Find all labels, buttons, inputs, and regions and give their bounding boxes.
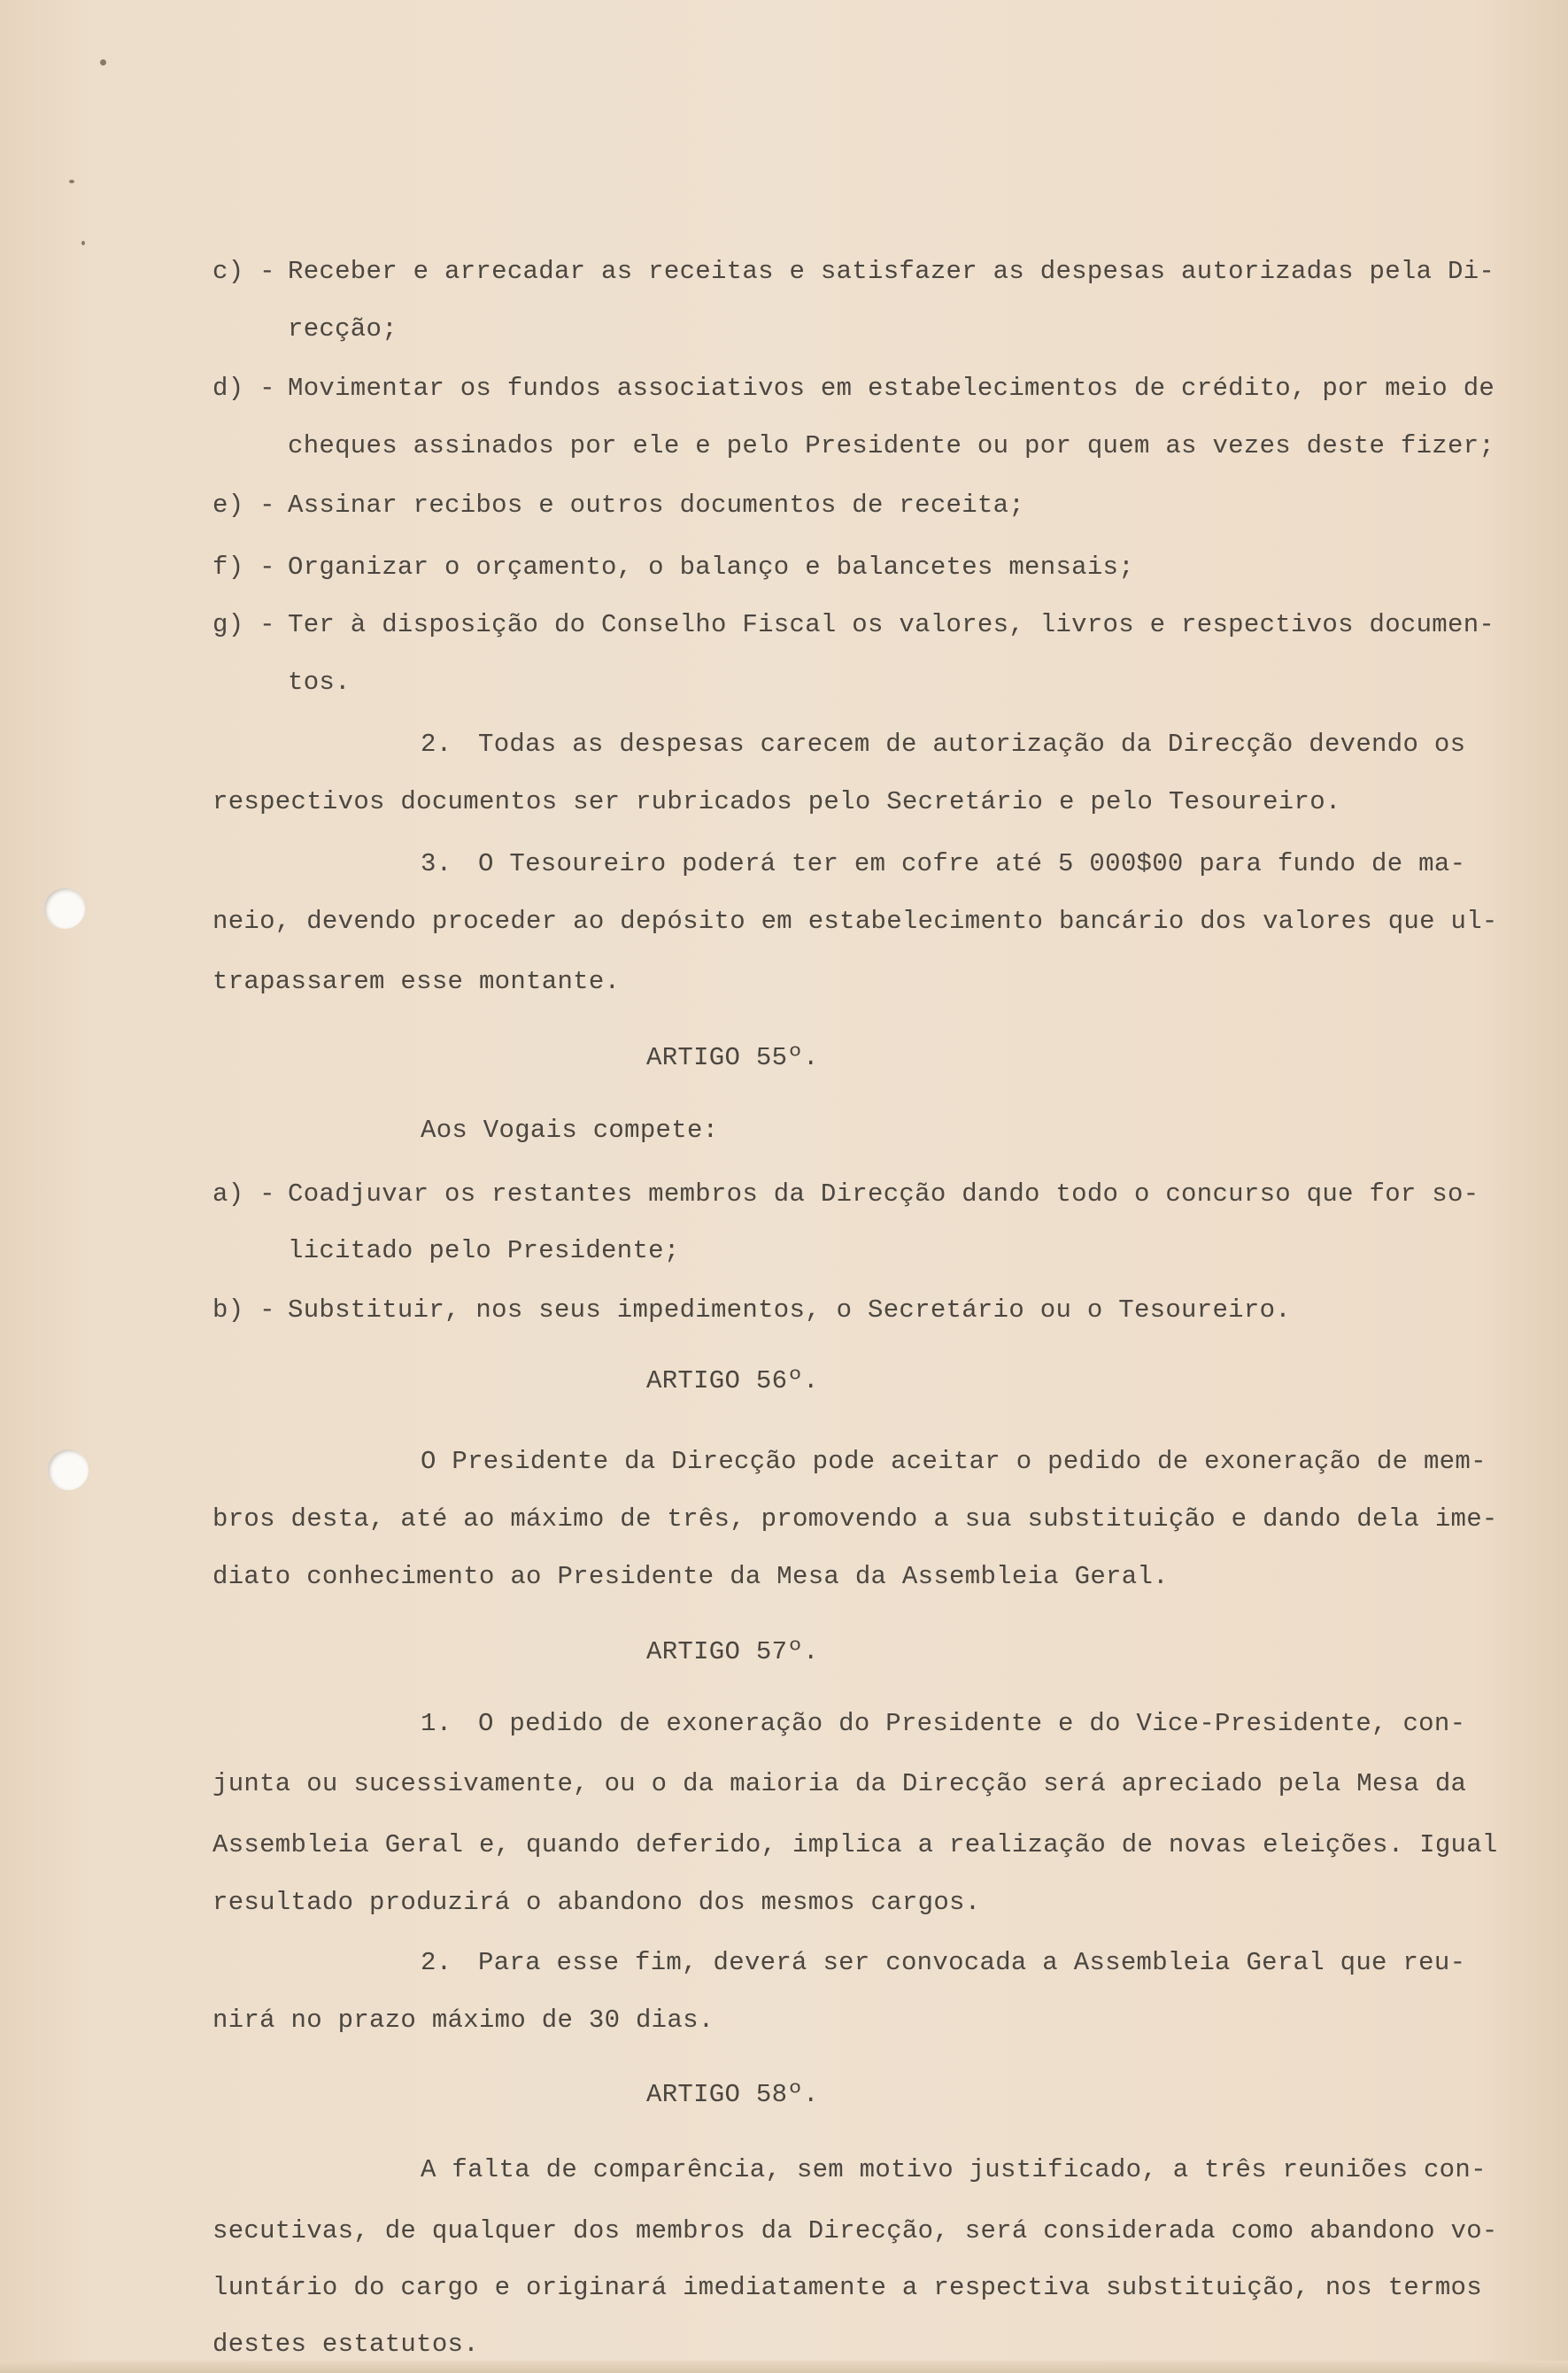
paragraph-continuation: secutivas, de qualquer dos membros da Direcção, será considerada como abandono vo-: [212, 2216, 1498, 2245]
item-text: Movimentar os fundos associativos em estabelecimentos de crédito, por meio de: [288, 374, 1495, 403]
paragraph-text: O Tesoureiro poderá ter em cofre até 5 000$00 para fundo de ma-: [478, 849, 1466, 878]
paragraph-text: Para esse fim, deverá ser convocada a Assembleia Geral que reu-: [478, 1948, 1466, 1977]
item-text: Ter à disposição do Conselho Fiscal os valores, livros e respectivos documen-: [288, 610, 1495, 639]
paragraph-continuation: resultado produzirá o abandono dos mesmos cargos.: [212, 1888, 981, 1917]
article-heading: ARTIGO 55º.: [646, 1043, 819, 1072]
paragraph-continuation: destes estatutos.: [212, 2330, 479, 2359]
paragraph-continuation: bros desta, até ao máximo de três, promovendo a sua substituição e dando dela ime-: [212, 1504, 1498, 1534]
paragraph-text: Aos Vogais compete:: [421, 1116, 719, 1145]
item-text: Assinar recibos e outros documentos de receita;: [288, 491, 1025, 520]
paragraph-continuation: luntário do cargo e originará imediatamente a respectiva substituição, nos termos: [212, 2273, 1482, 2302]
paragraph-continuation: neio, devendo proceder ao depósito em estabelecimento bancário dos valores que ul-: [212, 907, 1498, 936]
bottom-edge: [0, 2361, 1568, 2373]
item-label: e) -: [212, 491, 275, 520]
paragraph-continuation: diato conhecimento ao Presidente da Mesa da Assembleia Geral.: [212, 1562, 1169, 1591]
paragraph-continuation: junta ou sucessivamente, ou o da maioria da Direcção será apreciado pela Mesa da: [212, 1769, 1467, 1798]
item-text: Receber e arrecadar as receitas e satisfazer as despesas autorizadas pela Di-: [288, 257, 1495, 286]
item-label: a) -: [212, 1179, 275, 1209]
article-heading: ARTIGO 56º.: [646, 1366, 819, 1395]
paragraph-number: 2.: [421, 1948, 452, 1977]
paragraph-continuation: trapassarem esse montante.: [212, 967, 621, 996]
paragraph-continuation: respectivos documentos ser rubricados pelo Secretário e pelo Tesoureiro.: [212, 787, 1341, 816]
paragraph-text: A falta de comparência, sem motivo justificado, a três reuniões con-: [421, 2155, 1487, 2184]
paragraph-continuation: Assembleia Geral e, quando deferido, implica a realização de novas eleições. Igual: [212, 1830, 1498, 1859]
paragraph-text: O pedido de exoneração do Presidente e do Vice-Presidente, con-: [478, 1709, 1466, 1738]
paragraph-text: Todas as despesas carecem de autorização da Direcção devendo os: [478, 730, 1466, 759]
item-label: f) -: [212, 553, 275, 582]
punch-hole: [48, 1449, 89, 1490]
article-heading: ARTIGO 57º.: [646, 1637, 819, 1666]
item-continuation: cheques assinados por ele e pelo Presidente ou por quem as vezes deste fizer;: [288, 431, 1495, 460]
item-text: Substituir, nos seus impedimentos, o Secretário ou o Tesoureiro.: [288, 1295, 1291, 1325]
item-continuation: licitado pelo Presidente;: [288, 1236, 680, 1265]
article-heading: ARTIGO 58º.: [646, 2080, 819, 2109]
punch-hole: [44, 888, 85, 929]
paragraph-number: 3.: [421, 849, 452, 878]
paragraph-number: 2.: [421, 730, 452, 759]
paragraph-number: 1.: [421, 1709, 452, 1738]
paper-speck: [69, 180, 74, 183]
item-text: Organizar o orçamento, o balanço e balancetes mensais;: [288, 553, 1134, 582]
paragraph-continuation: nirá no prazo máximo de 30 dias.: [212, 2006, 714, 2035]
item-continuation: tos.: [288, 668, 351, 697]
paragraph-text: O Presidente da Direcção pode aceitar o pedido de exoneração de mem-: [421, 1447, 1487, 1476]
paper-speck: [100, 59, 106, 66]
paper-speck: [81, 241, 85, 245]
item-label: d) -: [212, 374, 275, 403]
item-continuation: recção;: [288, 314, 398, 344]
item-label: b) -: [212, 1295, 275, 1325]
item-label: g) -: [212, 610, 275, 639]
item-label: c) -: [212, 257, 275, 286]
item-text: Coadjuvar os restantes membros da Direcção dando todo o concurso que for so-: [288, 1179, 1479, 1209]
